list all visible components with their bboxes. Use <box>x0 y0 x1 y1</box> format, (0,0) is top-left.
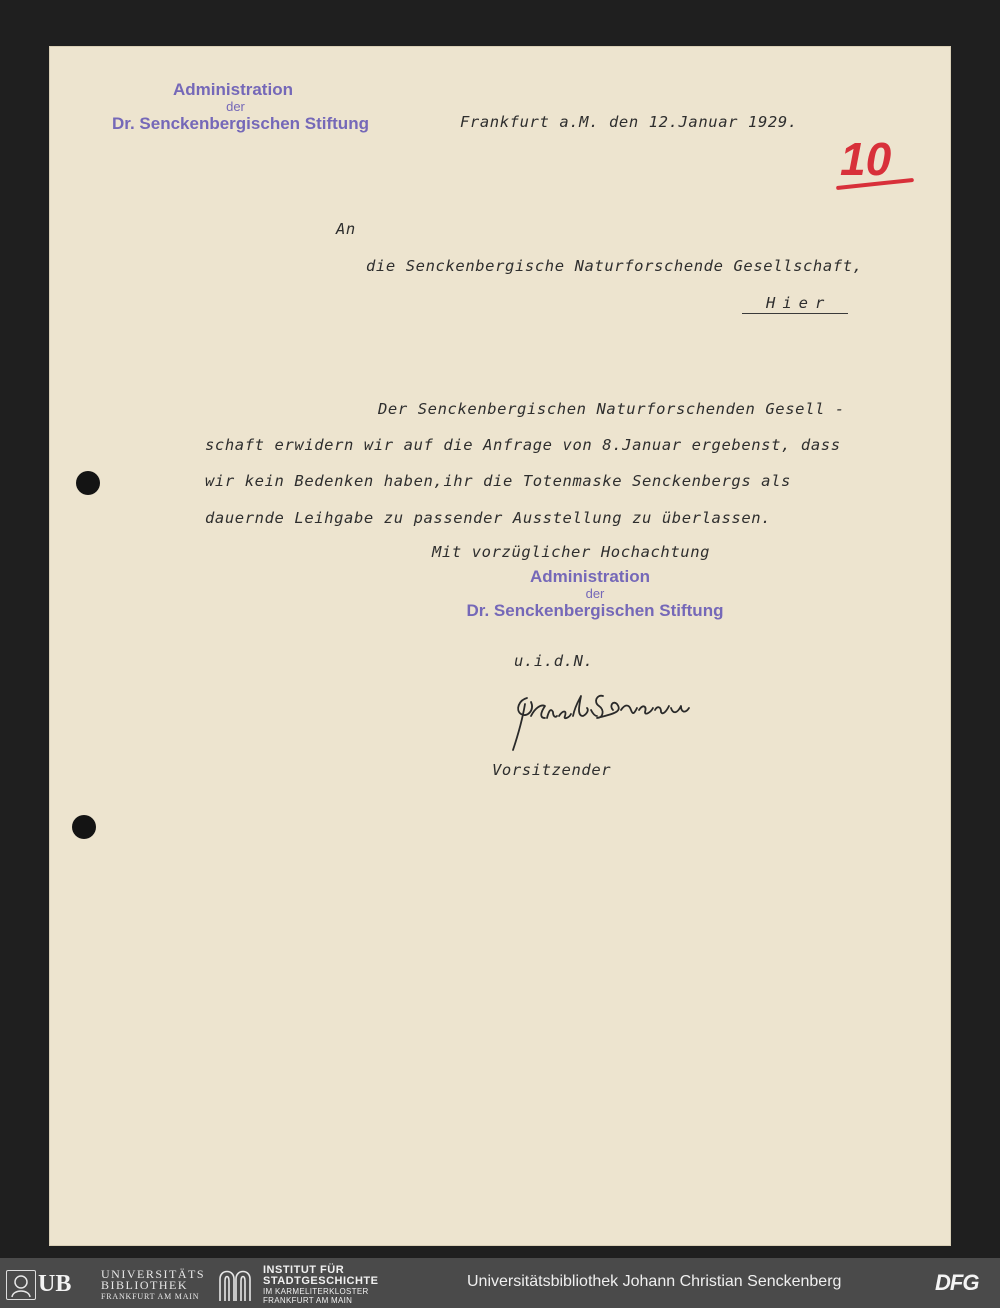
punch-hole-top <box>76 471 100 495</box>
closing-stamp-der: der <box>585 586 605 601</box>
letterhead-line-administration: Administration <box>173 80 293 99</box>
letterhead-stamp <box>88 80 393 134</box>
closing-stamp-administration: Administration <box>530 567 650 586</box>
isg-line-4: FRANKFURT AM MAIN <box>263 1296 353 1305</box>
body-line-3: wir kein Bedenken haben,ihr die Totenmaske Senckenbergs als <box>205 472 791 490</box>
signer-title: Vorsitzender <box>492 761 612 779</box>
ub-line-2: BIBLIOTHEK <box>101 1278 188 1292</box>
letterhead-line-stiftung: Dr. Senckenbergischen Stiftung <box>112 114 369 133</box>
ub-line-3: FRANKFURT AM MAIN <box>101 1292 200 1301</box>
closing-line: Mit vorzüglicher Hochachtung <box>432 543 711 561</box>
abbreviation: u.i.d.N. <box>514 652 594 670</box>
body-line-1: Der Senckenbergischen Naturforschenden Gesell - <box>378 400 845 418</box>
isg-line-1: INSTITUT FÜR <box>263 1264 345 1276</box>
ub-line-1: UNIVERSITÄTS <box>101 1267 205 1281</box>
ub-letters: UB <box>38 1271 72 1297</box>
body-line-4: dauernde Leihgabe zu passender Ausstellung zu überlassen. <box>205 509 772 527</box>
letter-page <box>49 46 951 1246</box>
isg-logo[interactable] <box>216 1265 406 1303</box>
handwritten-signature <box>505 688 715 758</box>
footer-title[interactable]: Universitätsbibliothek Johann Christian Senckenberg <box>467 1273 842 1290</box>
body-line-2: schaft erwidern wir auf die Anfrage von 8.Januar ergebenst, dass <box>205 436 841 454</box>
punch-hole-bottom <box>72 815 96 839</box>
ub-wordmark <box>101 1269 205 1302</box>
recipient-prefix: An <box>336 220 356 238</box>
isg-wordmark <box>263 1265 378 1305</box>
footer-bar <box>0 1258 1000 1308</box>
isg-arches-icon <box>216 1265 254 1303</box>
recipient-name: die Senckenbergische Naturforschende Gesellschaft, <box>366 257 863 275</box>
recipient-place: Hier <box>766 294 832 312</box>
dfg-logo[interactable]: DFG <box>935 1270 979 1295</box>
ub-portrait-icon <box>6 1270 36 1300</box>
isg-line-3: IM KARMELITERKLOSTER <box>263 1287 369 1296</box>
folio-number: 10 <box>840 133 892 185</box>
date-line: Frankfurt a.M. den 12.Januar 1929. <box>460 113 798 131</box>
isg-line-2: STADTGESCHICHTE <box>263 1275 379 1287</box>
closing-stamp-stiftung: Dr. Senckenbergischen Stiftung <box>466 601 724 620</box>
letterhead-line-der: der <box>226 99 245 114</box>
recipient-place-underline <box>742 313 848 314</box>
closing-stamp <box>440 567 750 621</box>
ub-logo[interactable] <box>6 1267 205 1302</box>
